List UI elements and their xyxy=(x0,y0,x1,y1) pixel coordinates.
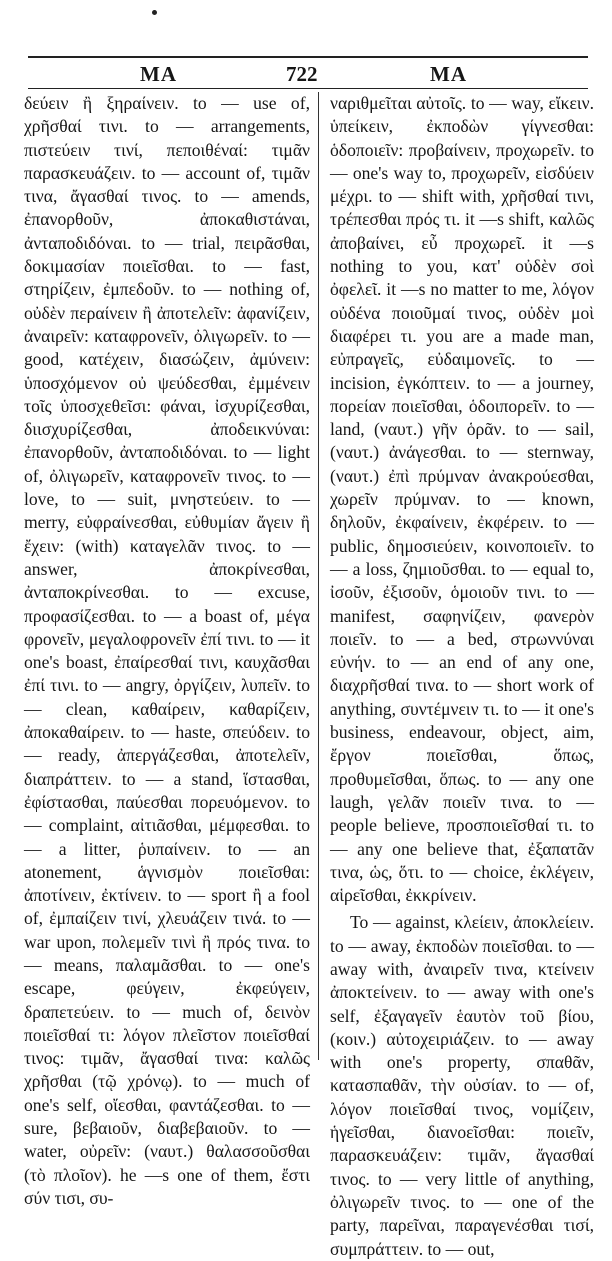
page-number: 722 xyxy=(286,62,318,86)
header-top-rule xyxy=(28,56,588,58)
left-column-text: δεύειν ἢ ξηραίνειν. to — use of, χρῆσθαί τινι. to — arrangements, πιστεύειν τινί, πεποιθέναί: τιμᾶν παρασκευάζειν. to — account of, τιμᾶν τινα, ἄγασθαί τινος. to — amends, ἐπανορθοῦν, ἀποκαθιστάναι, ἀνταποδιδόναι. to — trial, πειρᾶσθαι, δοκιμασίαν ποιεῖσθαι. to — fast, στηρίζειν, ἐμπεδοῦν. to — nothing of, οὐδὲν περαίνειν ἢ ἀποτελεῖν: ἀφανίζειν, ἀναιρεῖν: καταφρονεῖν, ὀλιγωρεῖν. to — good, κατέχειν, διασώζειν, ἀμύνειν: ὑποσχόμενον οὐ ψεύδεσθαι, ἐμμένειν τοῖς ὑποσχεθεῖσι: φάναι, ἰσχυρίζεσθαι, διισχυρίζεσθαι, ἀποδεικνύναι: ἐπανορθοῦν, ἀνταποδιδόναι. to — light of, ὀλιγωρεῖν, καταφρονεῖν τινος. to — love, to — suit, μνηστεύειν. to — merry, εὐφραίνεσθαι, εὐθυμίαν ἄγειν ἢ ἔχειν: (with) καταγελᾶν τινος. to — answer, ἀποκρίνεσθαι, ἀνταποκρίνεσθαι. to — excuse, προφασίζεσθαι. to — a boast of, μέγα φρονεῖν, μεγαλοφρονεῖν ἐπί τινι. to — it one's boast, ἐπαίρεσθαί τινι, καυχᾶσθαι ἐπί τινι. to — angry, ὀργίζειν, λυπεῖν. to — clean, καθαίρειν, καθαρίζειν, ἀποκαθαίρειν. to — haste, σπεύδειν. to — ready, ἀπεργάζεσθαι, ἀποτελεῖν, διαπράττειν. to — a stand, ἵστασθαι, ἐφίστασθαι, παύεσθαι πορευόμενον. to — complaint, αἰτιᾶσθαι, μέμφεσθαι. to — a litter, ῥυπαίνειν. to — an atonement, ἁγνισμὸν ποιεῖσθαι: ἀποτίνειν, ἐκτίνειν. to — sport ἢ a fool of, ἐμπαίζειν τινί, χλευάζειν τινά. to — war upon, πολεμεῖν τινὶ ἢ πρός τινα. to — means, παλαμᾶσθαι. to — one's escape, φεύγειν, ἐκφεύγειν, δραπετεύειν. to — much of, δεινὸν ποιεῖσθαί τι: λόγον πλεῖστον ποιεῖσθαί τινος: τιμᾶν, ἄγασθαί τινα: καλῶς χρῆσθαι (τῷ χρόνῳ). to — much of one's self, οἴεσθαι, φαντάζεσθαι. to — sure, βεβαιοῦν, διαβεβαιοῦν. to — water, οὐρεῖν: (ναυτ.) θαλασσοῦσθαι (τὸ πλοῖον). he —s one of them, ἔστι σύν τισι, συ- xyxy=(24,93,310,1208)
right-column-paragraph-1: ναριθμεῖται αὐτοῖς. to — way, εἴκειν. ὑπείκειν, ἐκποδὼν γίγνεσθαι: ὁδοποιεῖν: προβαίνειν, προχωρεῖν. to — one's way to, προχωρεῖν, εἰσδύειν μέχρι. to — shift with, χρῆσθαί τινι, τρέπεσθαι πρός τι. it —s shift, καλῶς ἀποβαίνει, εὖ προχωρεῖ. it —s nothing to you, κατ' οὐδὲν σοὶ ὀφελεῖ. it —s no matter to me, λόγον οὐδένα ποιοῦμαί τινος, οὐδὲν μοὶ διαφέρει τι. you are a made man, εὐπραγεῖς, εὐδαιμονεῖς. to — incision, ἐγκόπτειν. to — a journey, πορείαν ποιεῖσθαι, ὁδοιπορεῖν. to — land, (ναυτ.) γῆν ὁρᾶν. to — sail, (ναυτ.) ἀνάγεσθαι. to — sternway, (ναυτ.) ἐπὶ πρύμναν ἀνακρούεσθαι, χωρεῖν πρύμναν. to — known, δηλοῦν, ἐκφαίνειν, ἐκφέρειν. to — public, δημοσιεύειν, κοινοποιεῖν. to — a loss, ζημιοῦσθαι. to — equal to, ἰσοῦν, ἐξισοῦν, ὁμοιοῦν τινι. to — manifest, σαφηνίζειν, φανερὸν ποιεῖν. to — a bed, στρωννύναι εὐνήν. to — an end of any one, διαχρῆσθαί τινα. to — short work of anything, συντέμνειν τι. to — it one's business, endeavour, object, aim, ἔργον ποιεῖσθαι, ὅπως, προθυμεῖσθαι, ὅπως. to — any one laugh, γελᾶν ποιεῖν τινα. to — people believe, προσποιεῖσθαί τι. to — any one believe that, ἐξαπατᾶν τινα, ὡς, ὅτι. to — choice, ἐκλέγειν, αἱρεῖσθαι, ἐκκρίνειν. xyxy=(330,93,594,906)
right-column-paragraph-2: To — against, κλείειν, ἀποκλείειν. to — away, ἐκποδὼν ποιεῖσθαι. to — away with, ἀναιρεῖν τινα, κτείνειν ἀποκτείνειν. to — away with one's self, ἐξαγαγεῖν ἑαυτὸν τοῦ βίου, (κοιν.) αὐτοχειριάζειν. to — away with one's property, σπαθᾶν, κατασπαθᾶν, τὴν οὐσίαν. to — of, λόγον ποιεῖσθαί τινος, νομίζειν, ἡγεῖσθαι, διανοεῖσθαι: ποιεῖν, παρασκευάζειν: τιμᾶν, ἄγασθαί τινος. to — very little of anything, ὀλιγωρεῖν τινος. to — one of the party, παρεῖναι, παραγενέσθαι τισί, συμπράττειν. to — out, xyxy=(330,912,594,1259)
right-column xyxy=(330,92,594,1261)
column-divider xyxy=(318,92,319,1060)
printer-dot-mark xyxy=(152,10,157,15)
running-head-left: MA xyxy=(140,62,177,86)
running-head-right: MA xyxy=(430,62,467,86)
header-bottom-rule xyxy=(28,88,588,89)
left-column xyxy=(24,92,310,1210)
